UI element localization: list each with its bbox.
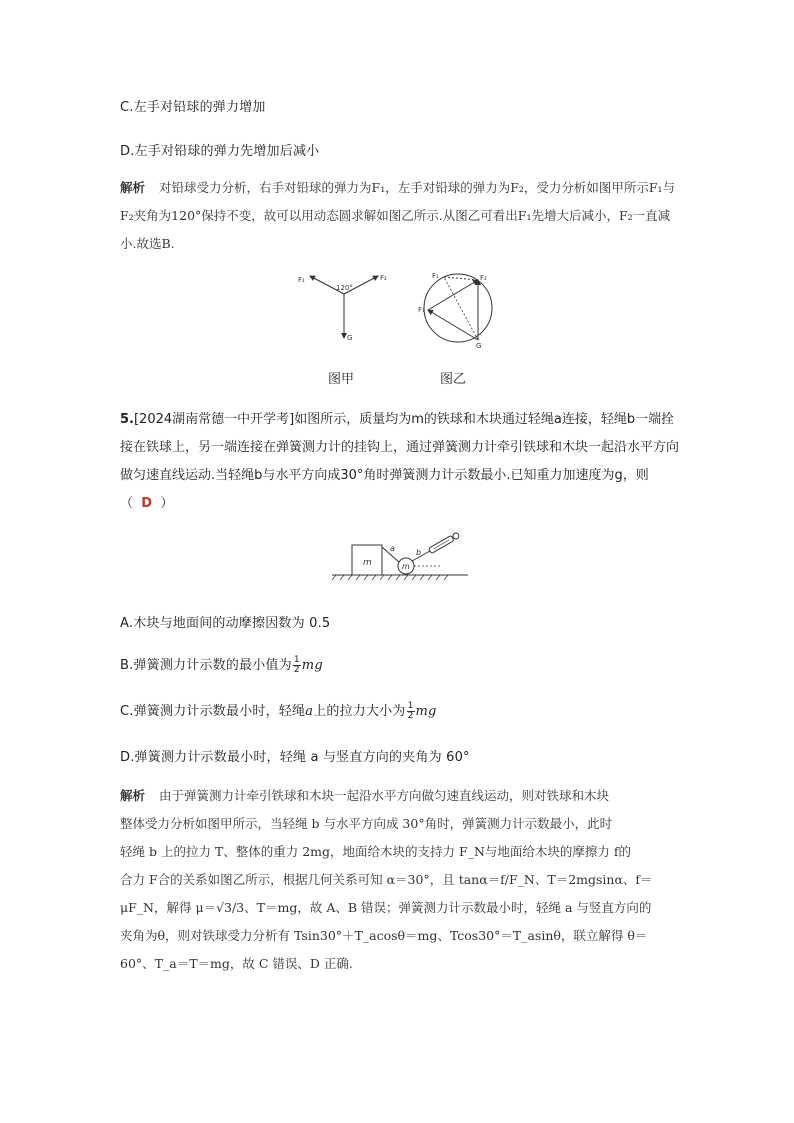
- rope-b-label: b: [416, 548, 422, 557]
- analysis-2-line-7: 60°、T_a＝T＝mg，故 C 错误、D 正确.: [120, 956, 353, 971]
- figure-jia: [298, 274, 387, 342]
- mg-term-c: mg: [415, 704, 437, 719]
- fraction-den-c: 2: [407, 711, 414, 721]
- mg-term-b: mg: [301, 658, 323, 673]
- f2-label-jia: F₂: [380, 274, 387, 282]
- rope-a-var: a: [305, 704, 314, 719]
- option-c-text-pre: C.弹簧测力计示数最小时，轻绳: [120, 704, 306, 719]
- analysis-tag: 解析: [120, 180, 146, 195]
- option-c-prev: C.左手对铅球的弹力增加: [120, 100, 266, 115]
- option-a: A.木块与地面间的动摩擦因数为 0.5: [120, 616, 331, 631]
- question-number: 5.: [120, 412, 134, 427]
- figure-yi: [418, 272, 492, 348]
- caption-yi: 图乙: [440, 372, 467, 387]
- option-b: [120, 654, 323, 675]
- analysis-1-text: 对铅球受力分析，右手对铅球的弹力为F₁，左手对铅球的弹力为F₂，受力分析如图甲所示F₁与F₂夹角为120°保持不变，故可以用动态圆求解如图乙所示.从图乙可看出F₁先增大后减小，F₂一直减小.故选B.: [120, 180, 676, 251]
- question-5-text: [2024湖南常德一中开学考]如图所示，质量均为m的铁球和木块通过轻绳a连接，轻绳b一端拴接在铁球上，另一端连接在弹簧测力计的挂钩上，通过弹簧测力计牵引铁球和木块一起沿水平方向做匀速直线运动.当轻绳b与水平方向成30°角时弹簧测力计示数最小.已知重力加速度为g，则（: [120, 412, 680, 511]
- analysis-2-line-5: μF_N，解得 μ＝√3/3、T＝mg，故 A、B 错误；弹簧测力计示数最小时，轻绳 a 与竖直方向的: [120, 900, 652, 915]
- ball-label: m: [402, 562, 410, 571]
- analysis-2-line-2: 整体受力分析如图甲所示，当轻绳 b 与水平方向成 30°角时，弹簧测力计示数最小，此时: [120, 816, 613, 831]
- analysis-2-line-4: 合力 F合的关系如图乙所示，根据几何关系可知 α＝30°，且 tanα＝f/F_N、T＝2mgsinα、f＝: [120, 872, 653, 887]
- f2-label-yi: F₂: [480, 274, 487, 282]
- g-label-yi: G: [476, 342, 482, 348]
- f1-label-yi: F₁: [432, 272, 439, 280]
- fraction-den: 2: [293, 665, 300, 675]
- analysis-2-tag: 解析: [120, 788, 146, 803]
- block-label: m: [363, 558, 372, 568]
- g-label-jia: G: [347, 334, 353, 342]
- analysis-2-line-6: 夹角为θ，则对铁球受力分析有 Tsin30°＋T_acosθ＝mg、Tcos30°＝T_asinθ，联立解得 θ＝: [120, 928, 648, 943]
- f1-mid-label-yi: F₁: [418, 306, 425, 314]
- block-ball-diagram: [330, 525, 470, 583]
- option-c: [120, 700, 437, 721]
- fraction-num-c: 1: [407, 701, 414, 711]
- fraction-half-c: [407, 702, 415, 721]
- fraction-half-b: [293, 656, 301, 675]
- f1-label-jia: F₁: [298, 276, 305, 284]
- force-diagrams: [290, 268, 510, 348]
- question-5: [120, 406, 680, 518]
- answer-mark: D: [141, 496, 153, 511]
- fraction-num: 1: [293, 655, 300, 665]
- rope-a-label: a: [390, 544, 395, 553]
- option-d: D.弹簧测力计示数最小时，轻绳 a 与竖直方向的夹角为 60°: [120, 750, 470, 765]
- analysis-1: [120, 174, 680, 258]
- angle-label: 120°: [336, 284, 353, 292]
- option-c-text-mid: 上的拉力大小为: [313, 704, 406, 719]
- question-close: ）: [160, 496, 174, 511]
- analysis-2-line-3: 轻绳 b 上的拉力 T、整体的重力 2mg，地面给木块的支持力 F_N与地面给木块的摩擦力 f的: [120, 844, 631, 859]
- analysis-2: [120, 782, 680, 978]
- caption-jia: 图甲: [328, 372, 355, 387]
- option-b-text: B.弹簧测力计示数的最小值为: [120, 658, 292, 673]
- option-d-prev: D.左手对铅球的弹力先增加后减小: [120, 144, 320, 159]
- analysis-2-line-1: 解析 由于弹簧测力计牵引铁球和木块一起沿水平方向做匀速直线运动，则对铁球和木块: [120, 788, 610, 803]
